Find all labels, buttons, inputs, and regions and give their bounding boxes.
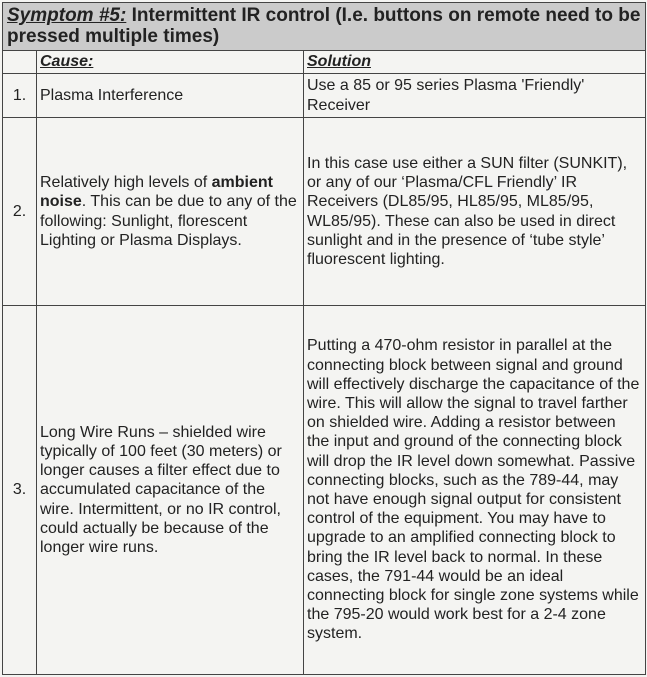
- row-number: 3.: [3, 306, 37, 675]
- table-row: [3, 74, 646, 118]
- number-column-header: [3, 51, 37, 74]
- cause-text: . This can be due to any of the following: Sunlight, florescent Lighting or Plasma Displays.: [40, 193, 297, 249]
- table-row: [3, 118, 646, 306]
- symptom-heading: [3, 3, 646, 51]
- table-row: [3, 306, 646, 675]
- cause-emphasis: ambient noise: [40, 174, 273, 211]
- cause-cell: [37, 118, 304, 306]
- cause-column-header: Cause:: [37, 51, 304, 74]
- cause-text: Relatively high levels of: [40, 174, 212, 192]
- solution-cell: Putting a 470-ohm resistor in parallel at the connecting block between signal and ground will effectively discharge the capacitance of the wire. This will allow the signal to travel farther on shielded wire. Adding a resistor between the input and ground of the connecting block will drop the IR level down somewhat. Passive connecting blocks, such as the 789-44, may not have enough signal output for consistent control of the equipment. You may have to upgrade to an amplified connecting block to bring the IR level back to normal. In these cases, the 791-44 would be an ideal connecting block for single zone systems while the 795-20 would work best for a 2-4 zone system.: [304, 306, 646, 675]
- column-header-row: [3, 51, 646, 74]
- solution-cell: Use a 85 or 95 series Plasma 'Friendly' Receiver: [304, 74, 646, 118]
- symptom-heading-row: [3, 3, 646, 51]
- symptom-label: Symptom #5:: [7, 5, 127, 26]
- cause-cell: Long Wire Runs – shielded wire typically of 100 feet (30 meters) or longer causes a filter effect due to accumulated capacitance of the wire. Intermittent, or no IR control, could actually be because of the longer wire runs.: [37, 306, 304, 675]
- symptom-table: [2, 2, 646, 675]
- symptom-title: Intermittent IR control (I.e. buttons on remote need to be pressed multiple times): [7, 5, 641, 47]
- solution-cell: In this case use either a SUN filter (SUNKIT), or any of our ‘Plasma/CFL Friendly’ IR Receivers (DL85/95, HL85/95, ML85/95, WL85/95). These can also be used in direct sunlight and in the presence of ‘tube style’ fluorescent lighting.: [304, 118, 646, 306]
- cause-cell: Plasma Interference: [37, 74, 304, 118]
- solution-column-header: Solution: [304, 51, 646, 74]
- row-number: 1.: [3, 74, 37, 118]
- row-number: 2.: [3, 118, 37, 306]
